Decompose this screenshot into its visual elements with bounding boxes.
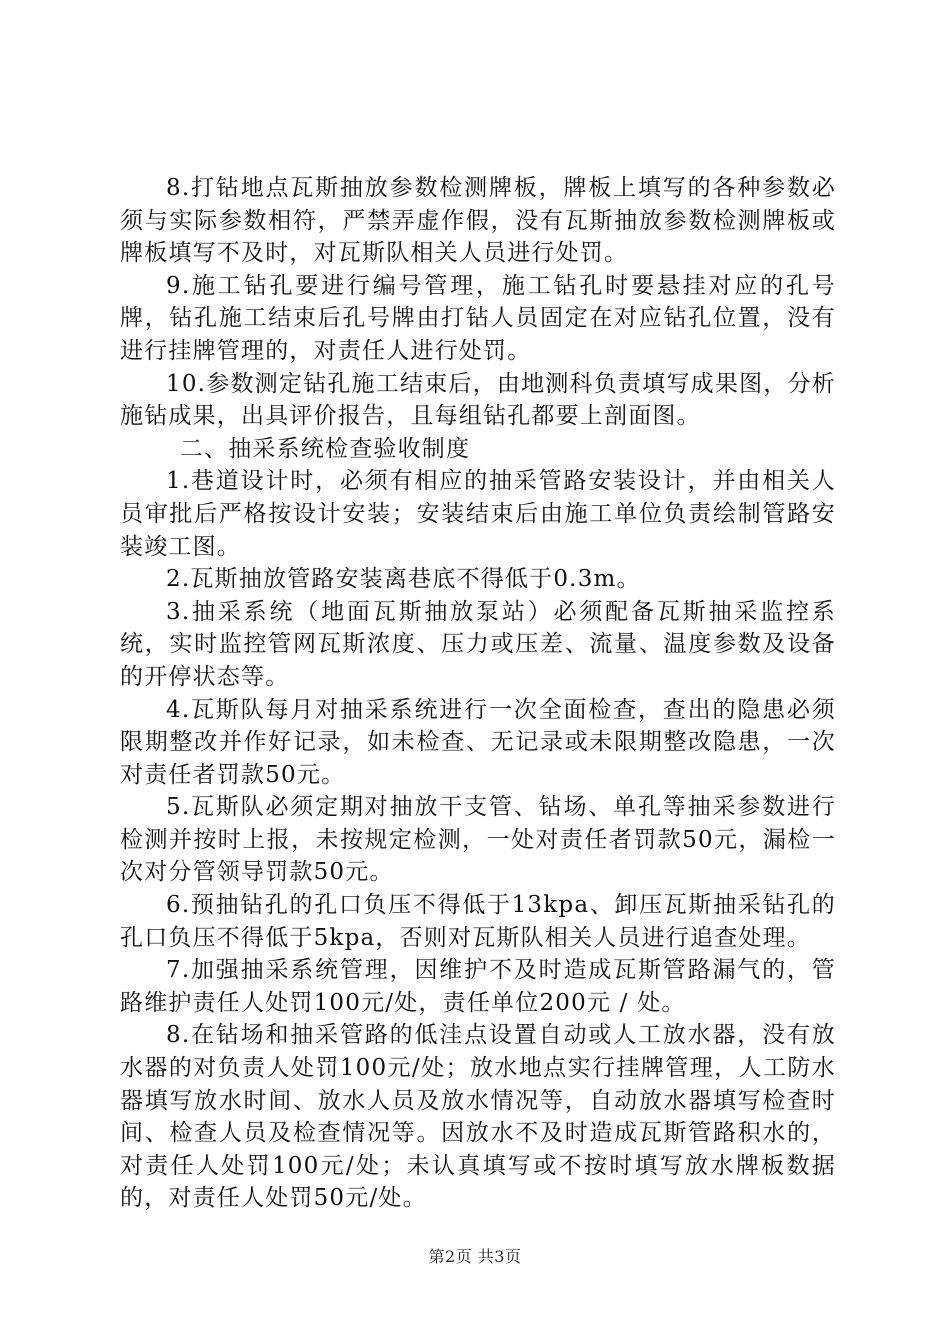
paragraph-item-2-pipeline-height: 2.瓦斯抽放管路安装离巷底不得低于0.3m。 [166, 566, 641, 593]
page-footer [0, 1244, 950, 1267]
page-number-label: 第2页 共3页 [428, 1247, 522, 1266]
paragraph-item-8-water-drainer: 8.在钻场和抽采管路的低洼点设置自动或人工放水器，没有放水器的对负责人处罚100元/处；放水地点实行挂牌管理，人工防水器填写放水时间、放水人员及放水情况等，自动放水器填写检查时间、检查人员及检查情况等。因放水不及时造成瓦斯管路积水的，对责任人处罚100元/处；未认真填写或不按时填写放水牌板数据的，对责任人处罚50元/处。 [120, 1022, 836, 1212]
paragraph-item-4-monthly-inspection: 4.瓦斯队每月对抽采系统进行一次全面检查，查出的隐患必须限期整改并作好记录，如未检查、无记录或未限期整改隐患，一次对责任者罚款50元。 [120, 696, 836, 788]
paragraph-item-3-monitoring-system: 3.抽采系统（地面瓦斯抽放泵站）必须配备瓦斯抽采监控系统，实时监控管网瓦斯浓度、压力或压差、流量、温度参数及设备的开停状态等。 [120, 598, 836, 690]
paragraph-item-8-drilling-board: 8.打钻地点瓦斯抽放参数检测牌板，牌板上填写的各种参数必须与实际参数相符，严禁弄虚作假，没有瓦斯抽放参数检测牌板或牌板填写不及时，对瓦斯队相关人员进行处罚。 [120, 175, 836, 267]
document-body [120, 172, 836, 1215]
paragraph-item-9-borehole-numbering: 9.施工钻孔要进行编号管理，施工钻孔时要悬挂对应的孔号牌，钻孔施工结束后孔号牌由打钻人员固定在对应钻孔位置，没有进行挂牌管理的，对责任人进行处罚。 [120, 272, 836, 364]
paragraph-item-5-parameter-detection: 5.瓦斯队必须定期对抽放干支管、钻场、单孔等抽采参数进行检测并按时上报，未按规定检测，一处对责任者罚款50元，漏检一次对分管领导罚款50元。 [120, 794, 836, 886]
section-heading-extraction-system: 二、抽采系统检查验收制度 [179, 435, 471, 462]
paragraph-item-10-parameter-report: 10.参数测定钻孔施工结束后，由地测科负责填写成果图，分析施钻成果，出具评价报告，且每组钻孔都要上剖面图。 [120, 370, 836, 430]
paragraph-item-6-negative-pressure: 6.预抽钻孔的孔口负压不得低于13kpa、卸压瓦斯抽采钻孔的孔口负压不得低于5kpa，否则对瓦斯队相关人员进行追查处理。 [120, 892, 836, 951]
paragraph-item-1-pipeline-design: 1.巷道设计时，必须有相应的抽采管路安装设计，并由相关人员审批后严格按设计安装；安装结束后由施工单位负责绘制管路安装竣工图。 [120, 468, 836, 560]
paragraph-item-7-pipeline-maintenance: 7.加强抽采系统管理，因维护不及时造成瓦斯管路漏气的，管路维护责任人处罚100元/处，责任单位200元 / 处。 [120, 957, 836, 1016]
